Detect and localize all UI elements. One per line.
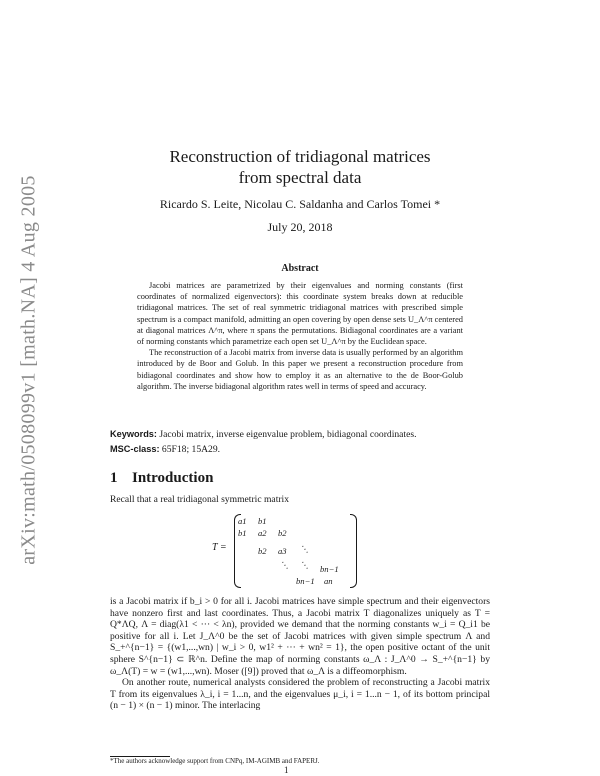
msc-text: 65F18; 15A29. (159, 444, 221, 455)
msc-label: MSC-class: (110, 444, 160, 454)
abstract-paragraph-2: The reconstruction of a Jacobi matrix from inverse data is usually performed by an algorithm introduced by de Boor and Golub. In this paper we present a reconstruction procedure from bidiagonal coordinates and show how to employ it as an alternative to the de Boor-Golub algorithm. The inverse bidiagonal algorithm rates well in terms of speed and accuracy. (137, 348, 463, 391)
keywords-label: Keywords: (110, 429, 157, 439)
matrix-cell: b1 (258, 516, 267, 526)
body-text (110, 596, 490, 712)
abstract-body (137, 280, 463, 392)
tridiagonal-matrix (200, 510, 400, 586)
abstract-heading: Abstract (281, 263, 319, 274)
keywords-text: Jacobi matrix, inverse eigenvalue problem, bidiagonal coordinates. (156, 429, 417, 440)
matrix-lhs: T = (212, 542, 227, 553)
body-paragraph-1: is a Jacobi matrix if b_i > 0 for all i. Jacobi matrices have simple spectrum and their eigenvectors have nonzero first and last coordinates. Thus, a Jacobi matrix T diagonalizes uniquely as T = Q*ΛQ, Λ = diag(λ1 < ··· < λn), provided we demand that the norming constants w_i = Q_i1 be positive for all i. Let J_Λ^0 be the set of Jacobi matrices with given simple spectrum Λ and S_+^{n−1} = {(w1,...,wn) | w_i > 0, w1² + ··· + wn² = 1}, the open positive octant of the unit sphere S^{n−1} ⊂ ℝ^n. Define the map of norming constants ω_Λ : J_Λ^0 → S_+^{n−1} by ω_Λ(T) = w = (w1,...,wn). Moser ([9]) proved that ω_Λ is a diffeomorphism. (110, 596, 490, 677)
intro-sentence (110, 494, 490, 506)
matrix-cell: a2 (258, 528, 267, 538)
matrix-cell: ⋱ (300, 560, 309, 570)
paper-title (100, 146, 500, 188)
authors: Ricardo S. Leite, Nicolau C. Saldanha and Carlos Tomei * (159, 197, 441, 211)
title-line-2: from spectral data (238, 168, 362, 187)
matrix-cell: a3 (278, 546, 287, 556)
matrix-cell: a1 (238, 516, 247, 526)
matrix-cell: an (324, 576, 333, 586)
intro-text: Recall that a real tridiagonal symmetric matrix (110, 494, 290, 505)
arxiv-sidebar-stamp (4, 160, 54, 580)
section-title: Introduction (132, 470, 214, 486)
keywords-block (110, 427, 490, 457)
matrix-cell: b1 (238, 528, 247, 538)
matrix-cell: bn−1 (320, 564, 339, 574)
abstract-paragraph-1: Jacobi matrices are parametrized by their eigenvalues and norming constants (first coordinates of normalized eigenvectors): this coordinate system breaks down at reducible tridiagonal matrices. The set of real symmetric tridiagonal matrices with prescribed simple spectrum is a compact manifold, admitting an open covering by open dense sets U_Λ^π centered at diagonal matrices Λ^π, where π spans the permutations. Bidiagonal coordinates are a variant of norming constants which parametrize each open set U_Λ^π by the Euclidean space. (137, 281, 463, 347)
matrix-cell: b2 (278, 528, 287, 538)
title-line-1: Reconstruction of tridiagonal matrices (169, 147, 431, 166)
date: July 20, 2018 (267, 220, 333, 234)
body-paragraph-2: On another route, numerical analysts considered the problem of reconstructing a Jacobi matrix T from its eigenvalues λ_i, i = 1...n, and the eigenvalues μ_i, i = 1...n − 1, of its bottom principal (n − 1) × (n − 1) minor. The interlacing (110, 677, 490, 712)
right-bracket (350, 514, 357, 588)
section-heading (110, 470, 213, 487)
section-number: 1 (110, 470, 118, 486)
footnote: *The authors acknowledge support from CNPq, IM-AGIMB and FAPERJ. (110, 757, 320, 765)
matrix-cell: bn−1 (296, 576, 315, 586)
matrix-cell: ⋱ (280, 560, 289, 570)
arxiv-id: arXiv:math/0508099v1 [math.NA] 4 Aug 2005 (17, 175, 40, 565)
matrix-cell: ⋱ (300, 544, 309, 554)
matrix-cell: b2 (258, 546, 267, 556)
page-number: 1 (284, 765, 289, 775)
